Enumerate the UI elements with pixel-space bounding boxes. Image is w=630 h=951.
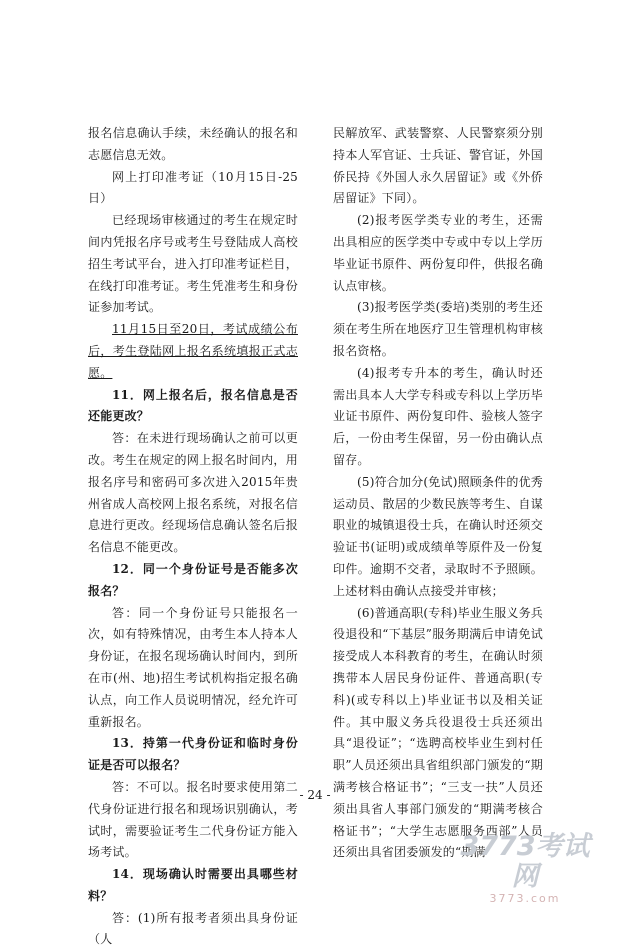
watermark-main-text: 3773考试网 [460,831,590,892]
paragraph-vocational-graduates: (6)普通高职(专科)毕业生服义务兵役退役和“下基层”服务期满后申请免试接受成人本科教育的考生，在确认时须携带本人居民身份证件、普通高职(专科)(或专科以上)毕业证书以及相关证件。其中服义务兵役退役士兵还须出具“退役证”；“选聘高校毕业生到村任职”人员还须出具省组织部门颁发的“期满考核合格证书”；“三支一扶”人员还须出具省人事部门颁发的“期满考核合格证书”；“大学生志愿服务西部”人员还须出具省团委颁发的“期满 [333,605,543,860]
question-11: 11．网上报名后，报名信息是否还能更改？ [88,387,298,424]
question-12: 12．同一个身份证号是否能多次报名？ [88,561,298,598]
question-13: 13．持第一代身份证和临时身份证是否可以报名？ [88,736,298,773]
paragraph-print-admission: 已经现场审核通过的考生在规定时间内凭报名序号或考生号登陆成人高校招生考试平台，进入打印准考证栏目，在线打印准考证。考生凭准考生和身份证参加考试。 [88,213,298,315]
answer-14: 答：(1)所有报考者须出具身份证（人 [88,910,298,947]
page-number: - 24 - [299,788,331,802]
paragraph-id-continued: 民解放军、武装警察、人民警察须分别持本人军官证、士兵证、警官证，外国侨民持《外国人永久居留证》或《外侨居留证》下同）。 [333,126,543,206]
answer-11: 答：在未进行现场确认之前可以更改。考生在规定的网上报名时间内，用报名序号和密码可多次进入2015年贵州省成人高校网上报名系统，对报名信息进行更改。经现场信息确认签名后报名信息不能更改。 [88,431,298,555]
left-column [88,123,298,951]
paragraph-medical-major: (2)报考医学类专业的考生，还需出具相应的医学类中专或中专以上学历毕业证书原件、两份复印件，供报名确认点审核。 [333,213,543,293]
heading-print-admission: 网上打印准考证（10月15日-25日） [88,169,298,206]
right-column [333,123,543,864]
paragraph-upgrade-bachelor: (4)报考专升本的考生，确认时还需出具本人大学专科或专科以上学历毕业证书原件、两份复印件、验核人签字后，一份由考生保留，另一份由确认点留存。 [333,365,543,467]
paragraph-confirm-note: 报名信息确认手续，未经确认的报名和志愿信息无效。 [88,126,298,162]
question-14: 14．现场确认时需要出具哪些材料？ [88,867,298,903]
watermark-url-text: 3773.com [489,892,561,905]
paragraph-volunteer-date: 11月15日至20日，考试成绩公布后，考生登陆网上报名系统填报正式志愿。 [88,322,298,380]
answer-12: 答：同一个身份证号只能报名一次，如有特殊情况，由考生本人持本人身份证，在报名现场确认时间内，到所在市(州、地)招生考试机构指定报名确认点，向工作人员说明情况，经允许可重新报名。 [88,605,298,729]
paragraph-bonus-points: (5)符合加分(免试)照顾条件的优秀运动员、散居的少数民族等考生、自谋职业的城镇退役士兵，在确认时还须交验证书(证明)或成绩单等原件及一份复印件。逾期不交者，录取时不予照顾。上述材料由确认点接受并审核； [333,474,543,598]
watermark-logo [450,832,600,905]
paragraph-medical-commissioned: (3)报考医学类(委培)类别的考生还须在考生所在地医疗卫生管理机构审核报名资格。 [333,300,543,358]
answer-13: 答：不可以。报名时要求使用第二代身份证进行报名和现场识别确认，考试时，需要验证考生二代身份证方能入场考试。 [88,779,298,860]
